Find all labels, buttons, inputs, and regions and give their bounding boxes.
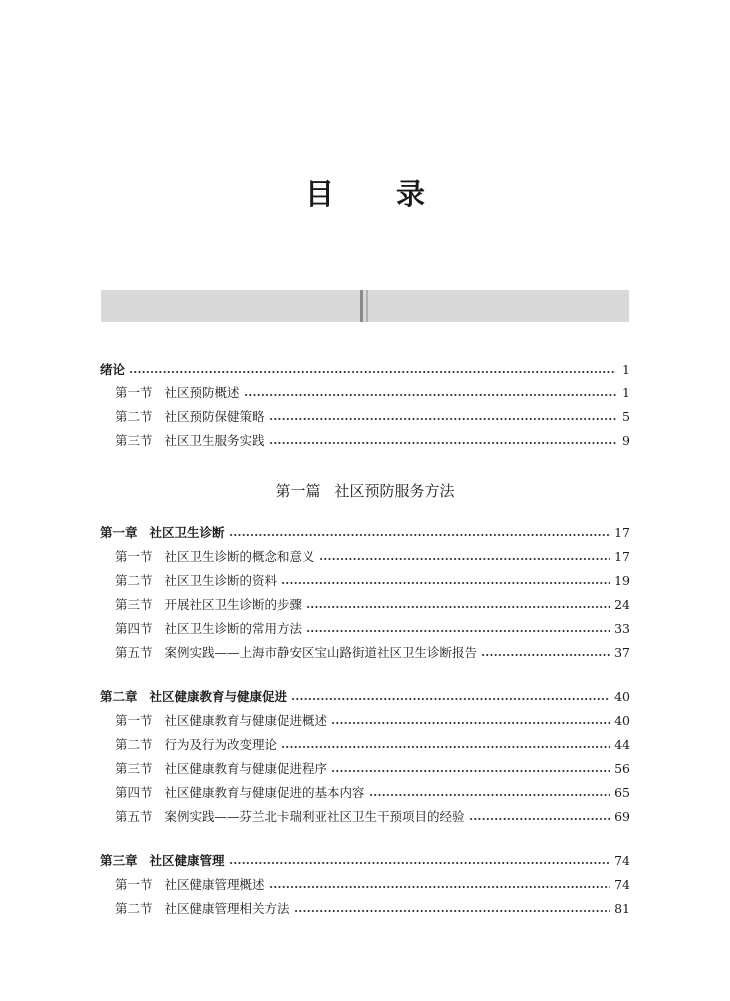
toc-section-row[interactable] <box>115 711 630 731</box>
dot-leader <box>229 862 611 864</box>
toc-section-row[interactable] <box>115 807 630 827</box>
toc-entry-number: 第一节 <box>115 877 153 892</box>
toc-section-row[interactable] <box>115 407 630 427</box>
toc-section-row[interactable] <box>115 431 630 451</box>
dot-leader <box>269 418 616 420</box>
toc-entry-title: 社区健康管理概述 <box>164 877 265 892</box>
toc-page-number: 9 <box>622 433 630 448</box>
toc-page-number: 81 <box>614 901 630 916</box>
toc-page-number: 69 <box>614 809 630 824</box>
part-number: 第一篇 <box>275 482 321 500</box>
toc-entry-title: 社区卫生诊断的资料 <box>164 573 278 588</box>
toc-entry-label <box>115 431 265 451</box>
toc-page-number: 24 <box>614 597 630 612</box>
dot-leader <box>244 394 616 396</box>
toc-entry-title: 社区卫生诊断的常用方法 <box>164 621 303 636</box>
toc-entry-label <box>115 619 302 639</box>
toc-section-row[interactable] <box>115 875 630 895</box>
toc-page-number: 33 <box>614 621 630 636</box>
banner-divider-thin <box>366 290 368 322</box>
dot-leader <box>306 606 610 608</box>
title-char-right: 录 <box>396 177 426 211</box>
toc-entry-title: 社区预防概述 <box>164 385 240 400</box>
toc-section-row[interactable] <box>115 759 630 779</box>
toc-entry-label <box>100 360 125 380</box>
toc-entry-title: 社区健康教育与健康促进程序 <box>164 761 328 776</box>
toc-section-row[interactable] <box>115 571 630 591</box>
toc-section-row[interactable] <box>115 783 630 803</box>
toc-entry-label <box>115 759 327 779</box>
toc-page-number: 74 <box>614 853 630 868</box>
toc-page-number: 74 <box>614 877 630 892</box>
toc-entry-title: 开展社区卫生诊断的步骤 <box>164 597 303 612</box>
toc-entry-label <box>115 711 327 731</box>
toc-page-number: 40 <box>614 689 630 704</box>
banner-divider <box>360 290 363 322</box>
toc-page-number: 1 <box>622 362 630 377</box>
toc-entry-number: 第四节 <box>115 785 153 800</box>
toc-entry-number: 第三节 <box>115 597 153 612</box>
dot-leader <box>331 722 610 724</box>
toc-chapter-row[interactable] <box>100 687 630 707</box>
toc-page-number: 56 <box>614 761 630 776</box>
toc-entry-title: 社区卫生诊断的概念和意义 <box>164 549 315 564</box>
dot-leader <box>229 534 611 536</box>
toc-entry-label <box>115 899 290 919</box>
dot-leader <box>294 910 611 912</box>
toc-entry-title: 绪论 <box>100 362 126 377</box>
toc-section-row[interactable] <box>115 595 630 615</box>
toc-entry-label <box>115 783 365 803</box>
toc-entry-number: 第二章 <box>100 689 138 704</box>
toc-entry-title: 社区健康管理相关方法 <box>164 901 290 916</box>
toc-entry-number: 第五节 <box>115 645 153 660</box>
part-heading <box>0 480 730 501</box>
toc-page-number: 44 <box>614 737 630 752</box>
toc-section-row[interactable] <box>115 643 630 663</box>
toc-entry-title: 案例实践——上海市静安区宝山路街道社区卫生诊断报告 <box>164 645 478 660</box>
toc-section-row[interactable] <box>115 547 630 567</box>
dot-leader <box>331 770 610 772</box>
toc-entry-label <box>115 875 265 895</box>
dot-leader <box>269 442 616 444</box>
title-char-left: 目 <box>304 177 334 211</box>
toc-entry-label <box>115 547 315 567</box>
toc-entry-title: 社区健康教育与健康促进 <box>149 689 288 704</box>
dot-leader <box>129 371 616 373</box>
toc-entry-number: 第二节 <box>115 901 153 916</box>
dot-leader <box>319 558 611 560</box>
toc-entry-title: 行为及行为改变理论 <box>164 737 278 752</box>
toc-entry-number: 第一节 <box>115 549 153 564</box>
toc-section-row[interactable] <box>115 899 630 919</box>
toc-page-number: 65 <box>614 785 630 800</box>
dot-leader <box>281 746 610 748</box>
toc-page-number: 17 <box>614 525 630 540</box>
toc-entry-title: 案例实践——芬兰北卡瑞利亚社区卫生干预项目的经验 <box>164 809 465 824</box>
toc-page-number: 17 <box>614 549 630 564</box>
toc-page-number: 19 <box>614 573 630 588</box>
dot-leader <box>469 818 611 820</box>
toc-entry-number: 第三节 <box>115 761 153 776</box>
toc-entry-title: 社区健康管理 <box>149 853 225 868</box>
toc-entry-number: 第一节 <box>115 713 153 728</box>
toc-entry-number: 第三章 <box>100 853 138 868</box>
dot-leader <box>481 654 610 656</box>
toc-chapter-row[interactable] <box>100 523 630 543</box>
toc-entry-number: 第二节 <box>115 573 153 588</box>
toc-chapter-row[interactable] <box>100 360 630 380</box>
toc-entry-title: 社区卫生服务实践 <box>164 433 265 448</box>
decorative-banner <box>101 290 629 322</box>
toc-page-number: 37 <box>614 645 630 660</box>
toc-entry-title: 社区健康教育与健康促进的基本内容 <box>164 785 365 800</box>
toc-entry-label <box>100 523 225 543</box>
toc-entry-label <box>115 735 277 755</box>
dot-leader <box>369 794 611 796</box>
toc-entry-title: 社区预防保健策略 <box>164 409 265 424</box>
toc-entry-number: 第三节 <box>115 433 153 448</box>
toc-entry-number: 第二节 <box>115 737 153 752</box>
toc-entry-number: 第二节 <box>115 409 153 424</box>
toc-entry-label <box>100 687 287 707</box>
dot-leader <box>281 582 610 584</box>
toc-entry-number: 第四节 <box>115 621 153 636</box>
toc-page-number: 40 <box>614 713 630 728</box>
toc-entry-label <box>115 595 302 615</box>
page-title <box>0 172 730 213</box>
toc-entry-label <box>115 571 277 591</box>
toc-entry-number: 第一节 <box>115 385 153 400</box>
toc-page-number: 1 <box>622 385 630 400</box>
toc-section-row[interactable] <box>115 383 630 403</box>
toc-entry-number: 第一章 <box>100 525 138 540</box>
toc-entry-label <box>115 807 465 827</box>
toc-chapter-row[interactable] <box>100 851 630 871</box>
dot-leader <box>306 630 610 632</box>
toc-page-number: 5 <box>622 409 630 424</box>
toc-entry-label <box>115 383 240 403</box>
toc-entry-number: 第五节 <box>115 809 153 824</box>
dot-leader <box>269 886 611 888</box>
toc-section-row[interactable] <box>115 735 630 755</box>
dot-leader <box>291 698 610 700</box>
toc-entry-label <box>115 407 265 427</box>
toc-entry-label <box>115 643 477 663</box>
toc-entry-title: 社区卫生诊断 <box>149 525 225 540</box>
part-name: 社区预防服务方法 <box>334 482 455 500</box>
toc-section-row[interactable] <box>115 619 630 639</box>
toc-entry-title: 社区健康教育与健康促进概述 <box>164 713 328 728</box>
toc-entry-label <box>100 851 225 871</box>
